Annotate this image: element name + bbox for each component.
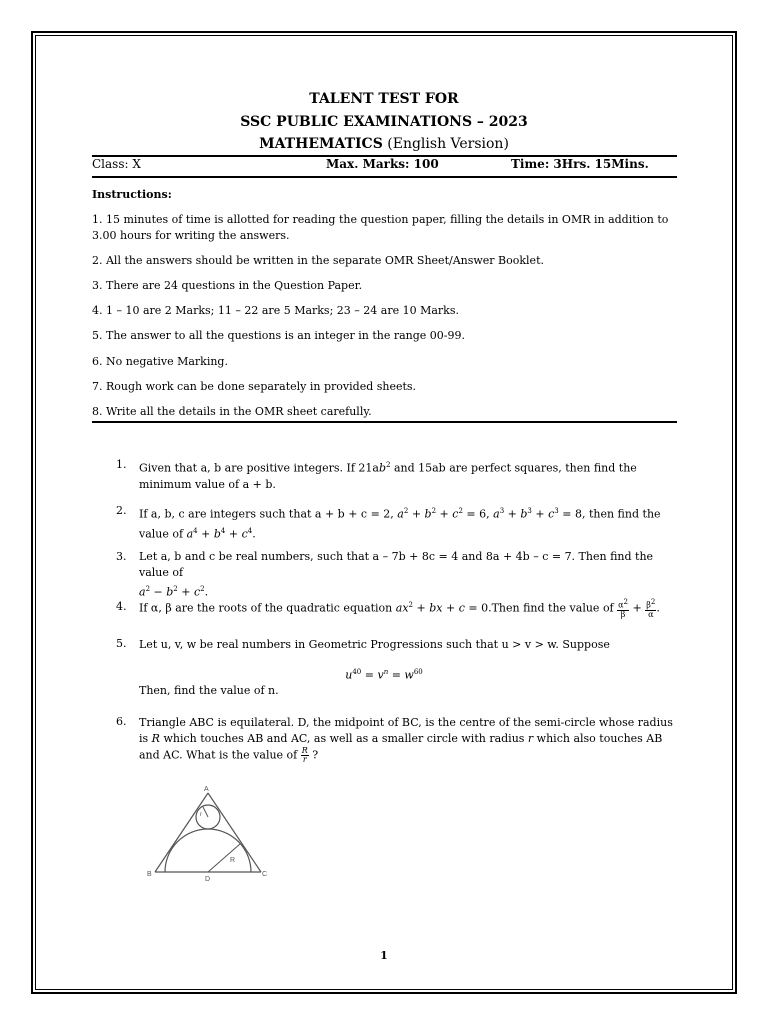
question-2-number: 2. <box>116 504 127 517</box>
time-label: Time: 3Hrs. 15Mins. <box>511 157 649 171</box>
label-r-big: R <box>230 857 236 864</box>
rule-below-meta <box>92 176 677 178</box>
label-r-small: r <box>200 812 202 818</box>
small-radius-line <box>203 807 208 817</box>
question-5-number: 5. <box>116 637 127 650</box>
question-5-ask: Then, find the value of n. <box>139 684 279 697</box>
instruction-5: 5. The answer to all the questions is an integer in the range 00-99. <box>92 329 466 342</box>
instruction-4: 4. 1 – 10 are 2 Marks; 11 – 22 are 5 Marks; 23 – 24 are 10 Marks. <box>92 304 459 317</box>
question-3: Let a, b and c be real numbers, such that a – 7b + 8c = 4 and 8a + 4b – c = 7. Then find the value of $a^2 - b^2 + c^2$. <box>139 550 654 599</box>
instruction-2: 2. All the answers should be written in the separate OMR Sheet/Answer Booklet. <box>92 254 544 267</box>
title-line-3 <box>0 136 768 152</box>
title-line-2: SSC PUBLIC EXAMINATIONS – 2023 <box>240 114 528 130</box>
version-label: (English Version) <box>382 136 509 152</box>
side-ab <box>155 793 208 872</box>
instruction-7: 7. Rough work can be done separately in provided sheets. <box>92 380 417 393</box>
label-a: A <box>204 786 209 793</box>
class-label: Class: X <box>92 157 141 171</box>
label-c: C <box>262 871 268 878</box>
question-5: Let u, v, w be real numbers in Geometric Progressions such that u > v > w. Suppose <box>139 638 610 651</box>
instruction-3: 3. There are 24 questions in the Question Paper. <box>92 279 363 292</box>
page-number: 1 <box>380 949 388 962</box>
radius-line <box>208 844 240 872</box>
semi-circle <box>165 829 251 872</box>
label-b: B <box>147 871 152 878</box>
triangle-semicircle-figure <box>140 780 275 885</box>
question-3-number: 3. <box>116 550 127 563</box>
question-1: Given that a, b are positive integers. If $21ab^2$ and 15ab are perfect squares, then find the minimum value of a + b. <box>139 461 637 491</box>
question-6-number: 6. <box>116 715 127 728</box>
rule-below-instructions <box>92 421 677 423</box>
instruction-8: 8. Write all the details in the OMR sheet carefully. <box>92 405 372 418</box>
question-2: If a, b, c are integers such that a + b + c = 2, $a^2 + b^2 + c^2 = 6$, $a^3 + b^3 + c^3 = 8$, then find the value of $a^4 + b^4 + c^4$. <box>139 507 661 541</box>
instruction-6: 6. No negative Marking. <box>92 355 228 368</box>
question-4: If α, β are the roots of the quadratic equation $ax^2$ + bx + c = 0.Then find the value of $\frac{\alpha^2}{\beta}$ + $\frac{\beta^2}{\alpha}$ . <box>139 598 660 619</box>
question-5-equation: $u^{40} = v^n = w^{60}$ <box>345 668 423 682</box>
instruction-1: 1. 15 minutes of time is allotted for reading the question paper, filling the details in OMR in addition to 3.00 hours for writing the answers. <box>92 213 669 242</box>
label-d: D <box>205 876 211 883</box>
max-marks-label: Max. Marks: 100 <box>326 157 439 171</box>
question-4-number: 4. <box>116 600 127 613</box>
question-1-number: 1. <box>116 458 127 471</box>
instructions-heading: Instructions: <box>92 188 172 201</box>
subject-name: MATHEMATICS <box>259 136 383 152</box>
question-6: Triangle ABC is equilateral. D, the midpoint of BC, is the centre of the semi-circle whose radius is R which touches AB and AC, as well as a smaller circle with radius r which also touches AB and AC. What is the value of $\frac{R}{r}$ ? <box>139 716 673 764</box>
title-line-1: TALENT TEST FOR <box>309 91 459 107</box>
